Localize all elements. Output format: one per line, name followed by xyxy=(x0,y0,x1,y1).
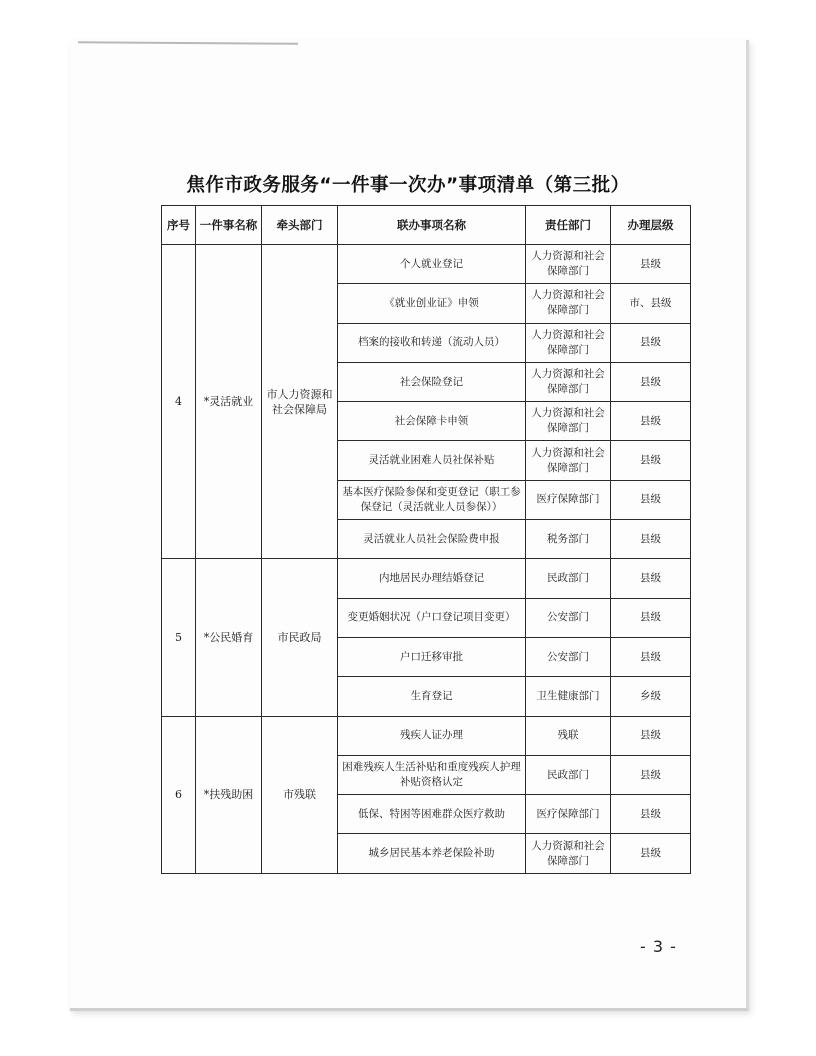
linked-item: 灵活就业人员社会保险费申报 xyxy=(338,520,526,559)
level: 县级 xyxy=(611,598,691,637)
linked-item: 户口迁移审批 xyxy=(338,637,526,676)
level: 县级 xyxy=(611,755,691,794)
header-level: 办理层级 xyxy=(611,206,691,245)
resp-dept: 公安部门 xyxy=(526,637,611,676)
level: 县级 xyxy=(611,834,691,873)
group-lead-dept: 市残联 xyxy=(262,716,338,873)
group-lead-dept: 市人力资源和社会保障局 xyxy=(262,245,338,559)
level: 县级 xyxy=(611,441,691,480)
table-row xyxy=(162,559,691,598)
document-title: 焦作市政务服务“一件事一次办”事项清单（第三批） xyxy=(186,175,630,196)
linked-item: 档案的接收和转递（流动人员） xyxy=(338,323,526,362)
header-seq: 序号 xyxy=(162,206,196,245)
resp-dept: 公安部门 xyxy=(526,598,611,637)
linked-item: 社会保障卡申领 xyxy=(338,402,526,441)
header-resp-dept: 责任部门 xyxy=(526,206,611,245)
resp-dept: 人力资源和社会保障部门 xyxy=(526,323,611,362)
linked-item: 社会保险登记 xyxy=(338,362,526,401)
resp-dept: 卫生健康部门 xyxy=(526,677,611,716)
group-name: *公民婚育 xyxy=(196,559,262,716)
group-seq: 6 xyxy=(162,716,196,873)
level: 市、县级 xyxy=(611,284,691,323)
level: 县级 xyxy=(611,795,691,834)
linked-item: 灵活就业困难人员社保补贴 xyxy=(338,441,526,480)
level: 县级 xyxy=(611,716,691,755)
level: 县级 xyxy=(611,559,691,598)
group-name: *扶残助困 xyxy=(196,716,262,873)
table-header-row xyxy=(162,206,691,245)
resp-dept: 人力资源和社会保障部门 xyxy=(526,362,611,401)
group-lead-dept: 市民政局 xyxy=(262,559,338,716)
header-linked-item: 联办事项名称 xyxy=(338,206,526,245)
group-name: *灵活就业 xyxy=(196,245,262,559)
resp-dept: 人力资源和社会保障部门 xyxy=(526,834,611,873)
level: 县级 xyxy=(611,245,691,284)
level: 乡级 xyxy=(611,677,691,716)
level: 县级 xyxy=(611,362,691,401)
linked-item: 生育登记 xyxy=(338,677,526,716)
linked-item: 内地居民办理结婚登记 xyxy=(338,559,526,598)
resp-dept: 医疗保障部门 xyxy=(526,795,611,834)
group-seq: 4 xyxy=(162,245,196,559)
level: 县级 xyxy=(611,520,691,559)
level: 县级 xyxy=(611,637,691,676)
group-seq: 5 xyxy=(162,559,196,716)
header-item-name: 一件事名称 xyxy=(196,206,262,245)
resp-dept: 税务部门 xyxy=(526,520,611,559)
linked-item: 变更婚姻状况（户口登记项目变更） xyxy=(338,598,526,637)
page-number: - 3 - xyxy=(640,937,677,956)
resp-dept: 残联 xyxy=(526,716,611,755)
linked-item: 低保、特困等困难群众医疗救助 xyxy=(338,795,526,834)
resp-dept: 人力资源和社会保障部门 xyxy=(526,402,611,441)
linked-item: 困难残疾人生活补贴和重度残疾人护理补贴资格认定 xyxy=(338,755,526,794)
table-row xyxy=(162,716,691,755)
linked-item: 残疾人证办理 xyxy=(338,716,526,755)
level: 县级 xyxy=(611,480,691,519)
resp-dept: 民政部门 xyxy=(526,755,611,794)
linked-item: 基本医疗保险参保和变更登记（职工参保登记（灵活就业人员参保）） xyxy=(338,480,526,519)
resp-dept: 人力资源和社会保障部门 xyxy=(526,245,611,284)
table-row xyxy=(162,245,691,284)
linked-item: 城乡居民基本养老保险补助 xyxy=(338,834,526,873)
resp-dept: 人力资源和社会保障部门 xyxy=(526,441,611,480)
resp-dept: 民政部门 xyxy=(526,559,611,598)
resp-dept: 人力资源和社会保障部门 xyxy=(526,284,611,323)
level: 县级 xyxy=(611,323,691,362)
linked-item: 《就业创业证》申领 xyxy=(338,284,526,323)
level: 县级 xyxy=(611,402,691,441)
resp-dept: 医疗保障部门 xyxy=(526,480,611,519)
item-list-table xyxy=(161,205,691,874)
header-lead-dept: 牵头部门 xyxy=(262,206,338,245)
linked-item: 个人就业登记 xyxy=(338,245,526,284)
